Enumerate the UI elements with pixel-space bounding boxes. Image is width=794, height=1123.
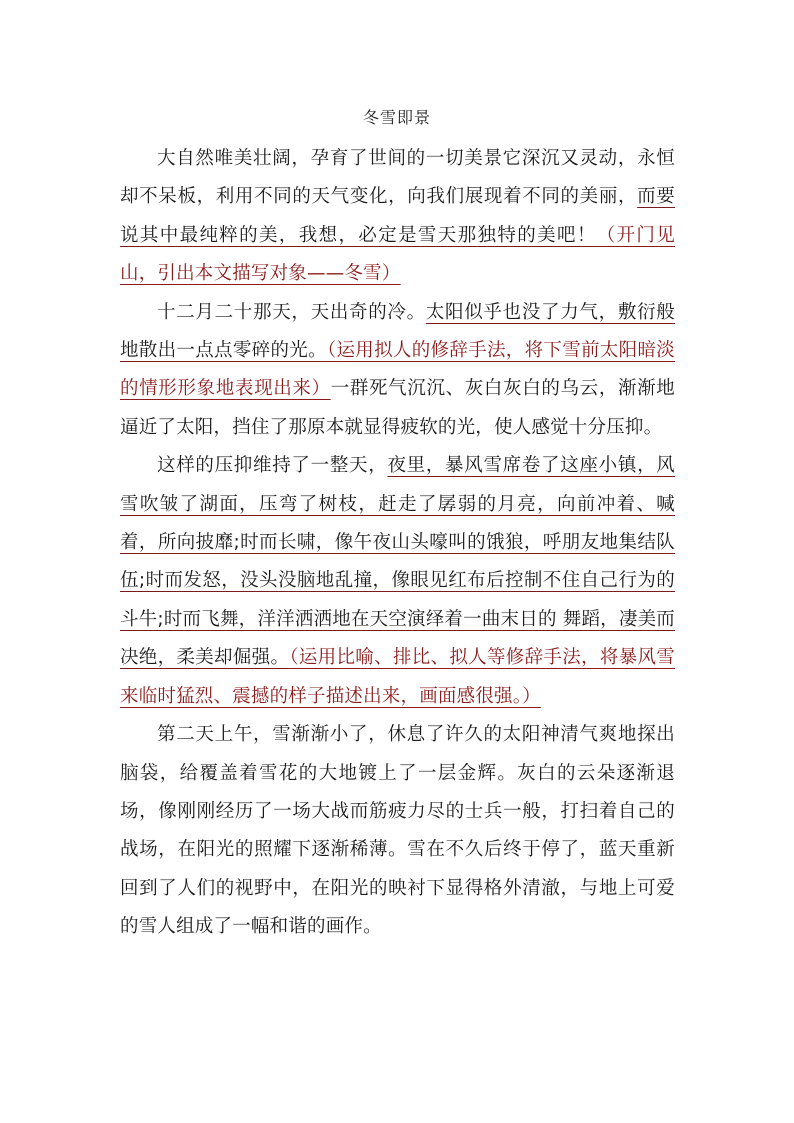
paragraph-1-underlined-sentence: 而要说其中最纯粹的美，我想，必定是雪天那独特的美吧！: [120, 186, 675, 246]
paragraph-2-segment-4: 一群死气沉沉、灰白灰白的乌云，渐渐地逼近了太阳，挡住了那原本就显得疲软的光，使人感觉十分压抑。: [120, 378, 675, 438]
paragraph-3: [120, 447, 675, 716]
paragraph-1: [120, 140, 675, 294]
paragraph-3-underlined-passage: 夜里，暴风雪席卷了这座小镇，风雪吹皱了湖面，压弯了树枝，赶走了孱弱的月亮，向前冲着、喊着，所向披靡;时而长啸，像午夜山头嚎叫的饿狼，呼朋友地集结队伍;时而发怒，没头没脑地乱撞，像眼见红布后控制不住自己行为的斗牛;时而飞舞，洋洋洒洒地在天空演绎着一曲末日的 舞蹈，凄美而决绝，柔美却倔强。: [120, 455, 675, 669]
paragraph-2-underlined-sentence: 太阳似乎也没了力气，敷衍般地散出一点点零碎的光。: [120, 301, 675, 362]
paragraph-1-segment-1: 大自然唯美壮阔，孕育了世间的一切美景它深沉又灵动，永恒却不呆板，利用不同的天气变化，向我们展现着不同的美丽，: [120, 148, 675, 208]
paragraph-3-annotation: （运用比喻、排比、拟人等修辞手法，将暴风雪来临时猛烈、震撼的样子描述出来，画面感很强。）: [120, 647, 675, 707]
paragraph-3-segment-1: 这样的压抑维持了一整天，: [157, 455, 388, 477]
paragraph-2-annotation: （运用拟人的修辞手法，将下雪前太阳暗淡的情形形象地表现出来）: [120, 340, 675, 400]
document-title: 冬雪即景: [362, 108, 431, 127]
paragraph-4: [120, 716, 675, 946]
document-body: [120, 140, 675, 947]
paragraph-1-annotation: （开门见山，引出本文描写对象——冬雪）: [120, 224, 675, 285]
paragraph-2: [120, 294, 675, 448]
paragraph-4-segment-1: 第二天上午，雪渐渐小了，休息了许久的太阳神清气爽地探出脑袋，给覆盖着雪花的大地镀上了一层金辉。灰白的云朵逐渐退场，像刚刚经历了一场大战而筋疲力尽的士兵一般，打扫着自己的战场，在阳光的照耀下逐渐稀薄。雪在不久后终于停了，蓝天重新回到了人们的视野中，在阳光的映衬下显得格外清澈，与地上可爱的雪人组成了一幅和谐的画作。: [120, 724, 675, 938]
paragraph-2-segment-1: 十二月二十那天，天出奇的冷。: [157, 301, 426, 323]
